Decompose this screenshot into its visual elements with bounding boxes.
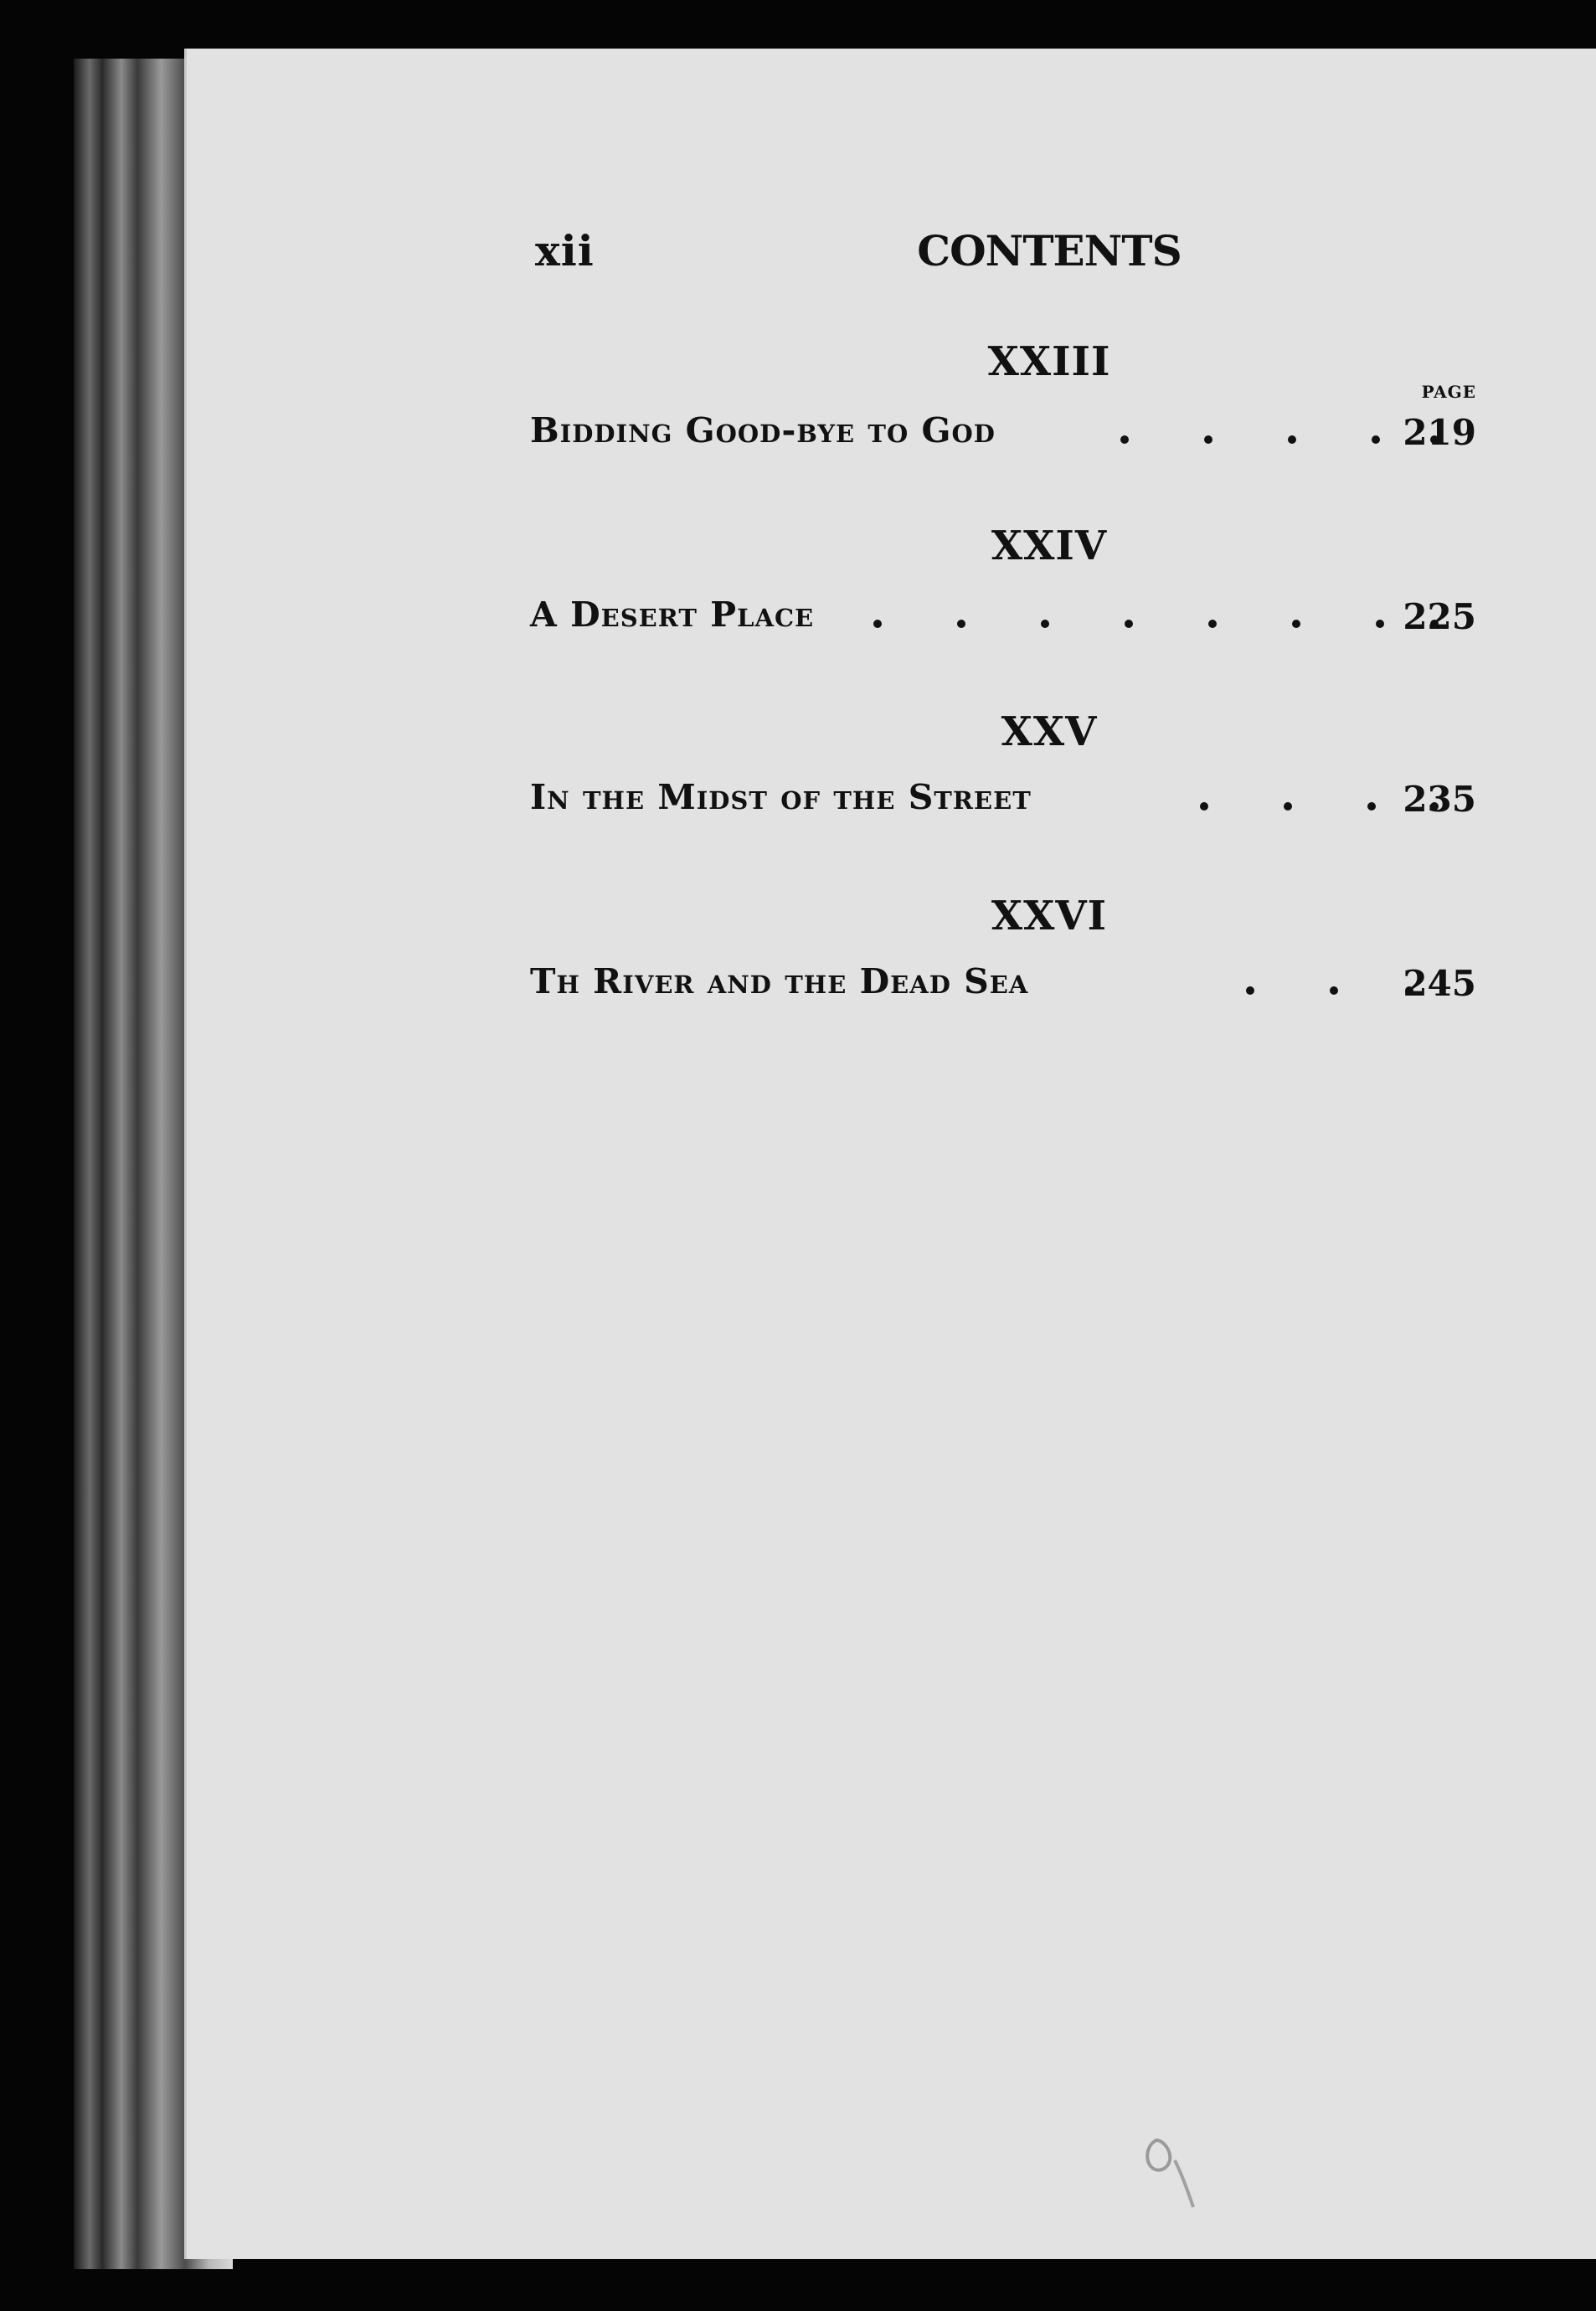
- chapter-numeral: XXIII: [987, 338, 1111, 385]
- chapter-page-number: 225: [1403, 596, 1476, 637]
- chapter-title: Bidding Good-bye to God: [530, 410, 996, 450]
- page-title: CONTENTS: [917, 226, 1182, 275]
- toc-entry[interactable]: [530, 961, 1476, 1011]
- chapter-page-number: 245: [1403, 963, 1476, 1004]
- page-column-label: PAGE: [1421, 382, 1476, 402]
- toc-entry[interactable]: [530, 777, 1476, 827]
- toc-entry[interactable]: [530, 410, 1476, 461]
- dot-leader: [530, 594, 1476, 645]
- toc-entry[interactable]: [530, 594, 1476, 645]
- chapter-title: Th River and the Dead Sea: [530, 961, 1029, 1001]
- chapter-numeral: XXV: [1001, 708, 1098, 755]
- chapter-numeral: XXIV: [991, 522, 1108, 569]
- dot-leader: [530, 961, 1476, 1011]
- chapter-page-number: 235: [1403, 779, 1476, 820]
- chapter-title: In the Midst of the Street: [530, 777, 1032, 817]
- dot-leader: [530, 777, 1476, 827]
- chapter-numeral: XXVI: [991, 893, 1108, 939]
- page-number: xii: [535, 226, 595, 275]
- chapter-page-number: 219: [1403, 412, 1476, 453]
- chapter-title: A Desert Place: [530, 594, 815, 635]
- page: [184, 49, 1596, 2259]
- dot-leader: [530, 410, 1476, 461]
- pencil-mark: [1135, 2132, 1202, 2216]
